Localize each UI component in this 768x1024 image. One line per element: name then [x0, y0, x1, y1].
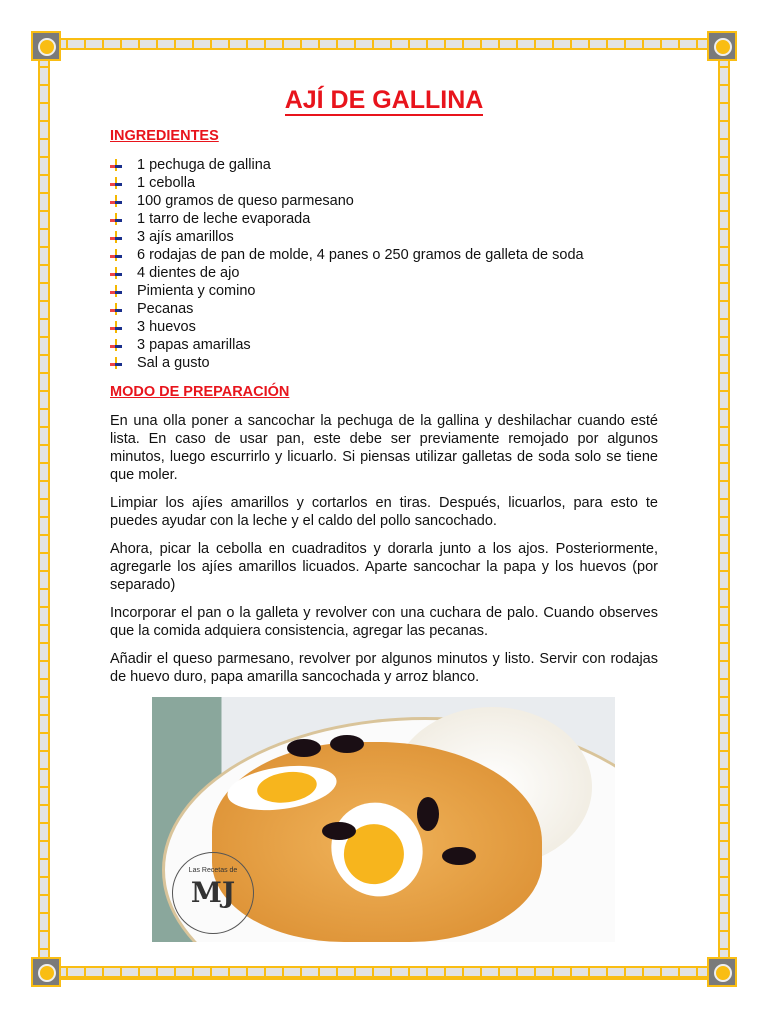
ingredient-item: [110, 336, 584, 354]
bullet-icon: [110, 321, 122, 333]
corner-ornament: [707, 31, 737, 61]
ingredient-item: [110, 354, 584, 372]
ingredient-text: 6 rodajas de pan de molde, 4 panes o 250 gramos de galleta de soda: [137, 247, 584, 263]
ingredient-text: 1 cebolla: [137, 175, 196, 191]
corner-ornament: [707, 957, 737, 987]
watermark-mark: MJ: [190, 876, 236, 909]
watermark-text: Las Recetas de: [188, 867, 238, 874]
ingredient-text: 1 tarro de leche evaporada: [137, 211, 311, 227]
preparation-heading: MODO DE PREPARACIÓN: [110, 384, 290, 400]
ingredient-item: [110, 264, 584, 282]
olive: [330, 735, 364, 753]
preparation-steps: [110, 412, 658, 696]
ingredient-item: [110, 300, 584, 318]
corner-ornament: [31, 957, 61, 987]
ingredient-item: [110, 228, 584, 246]
bullet-icon: [110, 303, 122, 315]
bullet-icon: [110, 267, 122, 279]
ingredient-text: 1 pechuga de gallina: [137, 157, 271, 173]
border-bottom: [48, 966, 720, 978]
bullet-icon: [110, 231, 122, 243]
ingredient-item: [110, 246, 584, 264]
bullet-icon: [110, 249, 122, 261]
page-title: [0, 86, 768, 115]
bullet-icon: [110, 177, 122, 189]
bullet-icon: [110, 285, 122, 297]
step-paragraph: En una olla poner a sancochar la pechuga de la gallina y deshilachar cuando esté lista. En caso de usar pan, este debe ser previamente remojado por algunos minutos, luego escurrirlo y licuarlo. Si piensas utilizar galletas de soda solo se tiene que moler.: [110, 413, 658, 483]
border-top: [48, 38, 720, 50]
olive: [322, 822, 356, 840]
ingredient-item: [110, 174, 584, 192]
dish-photo: [152, 697, 615, 942]
ingredient-text: Pecanas: [137, 301, 194, 317]
olive: [442, 847, 476, 865]
corner-ornament: [31, 31, 61, 61]
border-left: [38, 48, 50, 968]
ingredients-list: [110, 156, 584, 372]
ingredient-text: 100 gramos de queso parmesano: [137, 193, 354, 209]
ingredient-text: 3 huevos: [137, 319, 196, 335]
bullet-icon: [110, 195, 122, 207]
ingredient-text: 4 dientes de ajo: [137, 265, 240, 281]
step-paragraph: Limpiar los ajíes amarillos y cortarlos en tiras. Después, licuarlos, para esto te puedes ayudar con la leche y el caldo del pollo sancochado.: [110, 495, 658, 529]
step-paragraph: Añadir el queso parmesano, revolver por algunos minutos y listo. Servir con rodajas de huevo duro, papa amarilla sancochada y arroz blanco.: [110, 651, 658, 685]
olive: [287, 739, 321, 757]
step-paragraph: Ahora, picar la cebolla en cuadraditos y dorarla junto a los ajos. Posteriormente, agregarle los ajíes amarillos licuados. Aparte sancochar la papa y los huevos (por separado): [110, 541, 658, 593]
bullet-icon: [110, 357, 122, 369]
ingredient-item: [110, 282, 584, 300]
ingredient-item: [110, 210, 584, 228]
ingredient-item: [110, 318, 584, 336]
ingredients-heading: INGREDIENTES: [110, 128, 219, 144]
ingredient-text: 3 ajís amarillos: [137, 229, 234, 245]
ingredient-text: 3 papas amarillas: [137, 337, 251, 353]
ingredient-item: [110, 192, 584, 210]
ingredient-text: Sal a gusto: [137, 355, 210, 371]
ingredient-text: Pimienta y comino: [137, 283, 256, 299]
border-right: [718, 48, 730, 968]
watermark-logo: [172, 852, 254, 934]
bullet-icon: [110, 213, 122, 225]
bullet-icon: [110, 339, 122, 351]
ingredient-item: [110, 156, 584, 174]
bullet-icon: [110, 159, 122, 171]
title-text: AJÍ DE GALLINA: [284, 86, 484, 114]
olive: [417, 797, 439, 831]
step-paragraph: Incorporar el pan o la galleta y revolver con una cuchara de palo. Cuando observes que la comida adquiera consistencia, agregar las pecanas.: [110, 605, 658, 639]
